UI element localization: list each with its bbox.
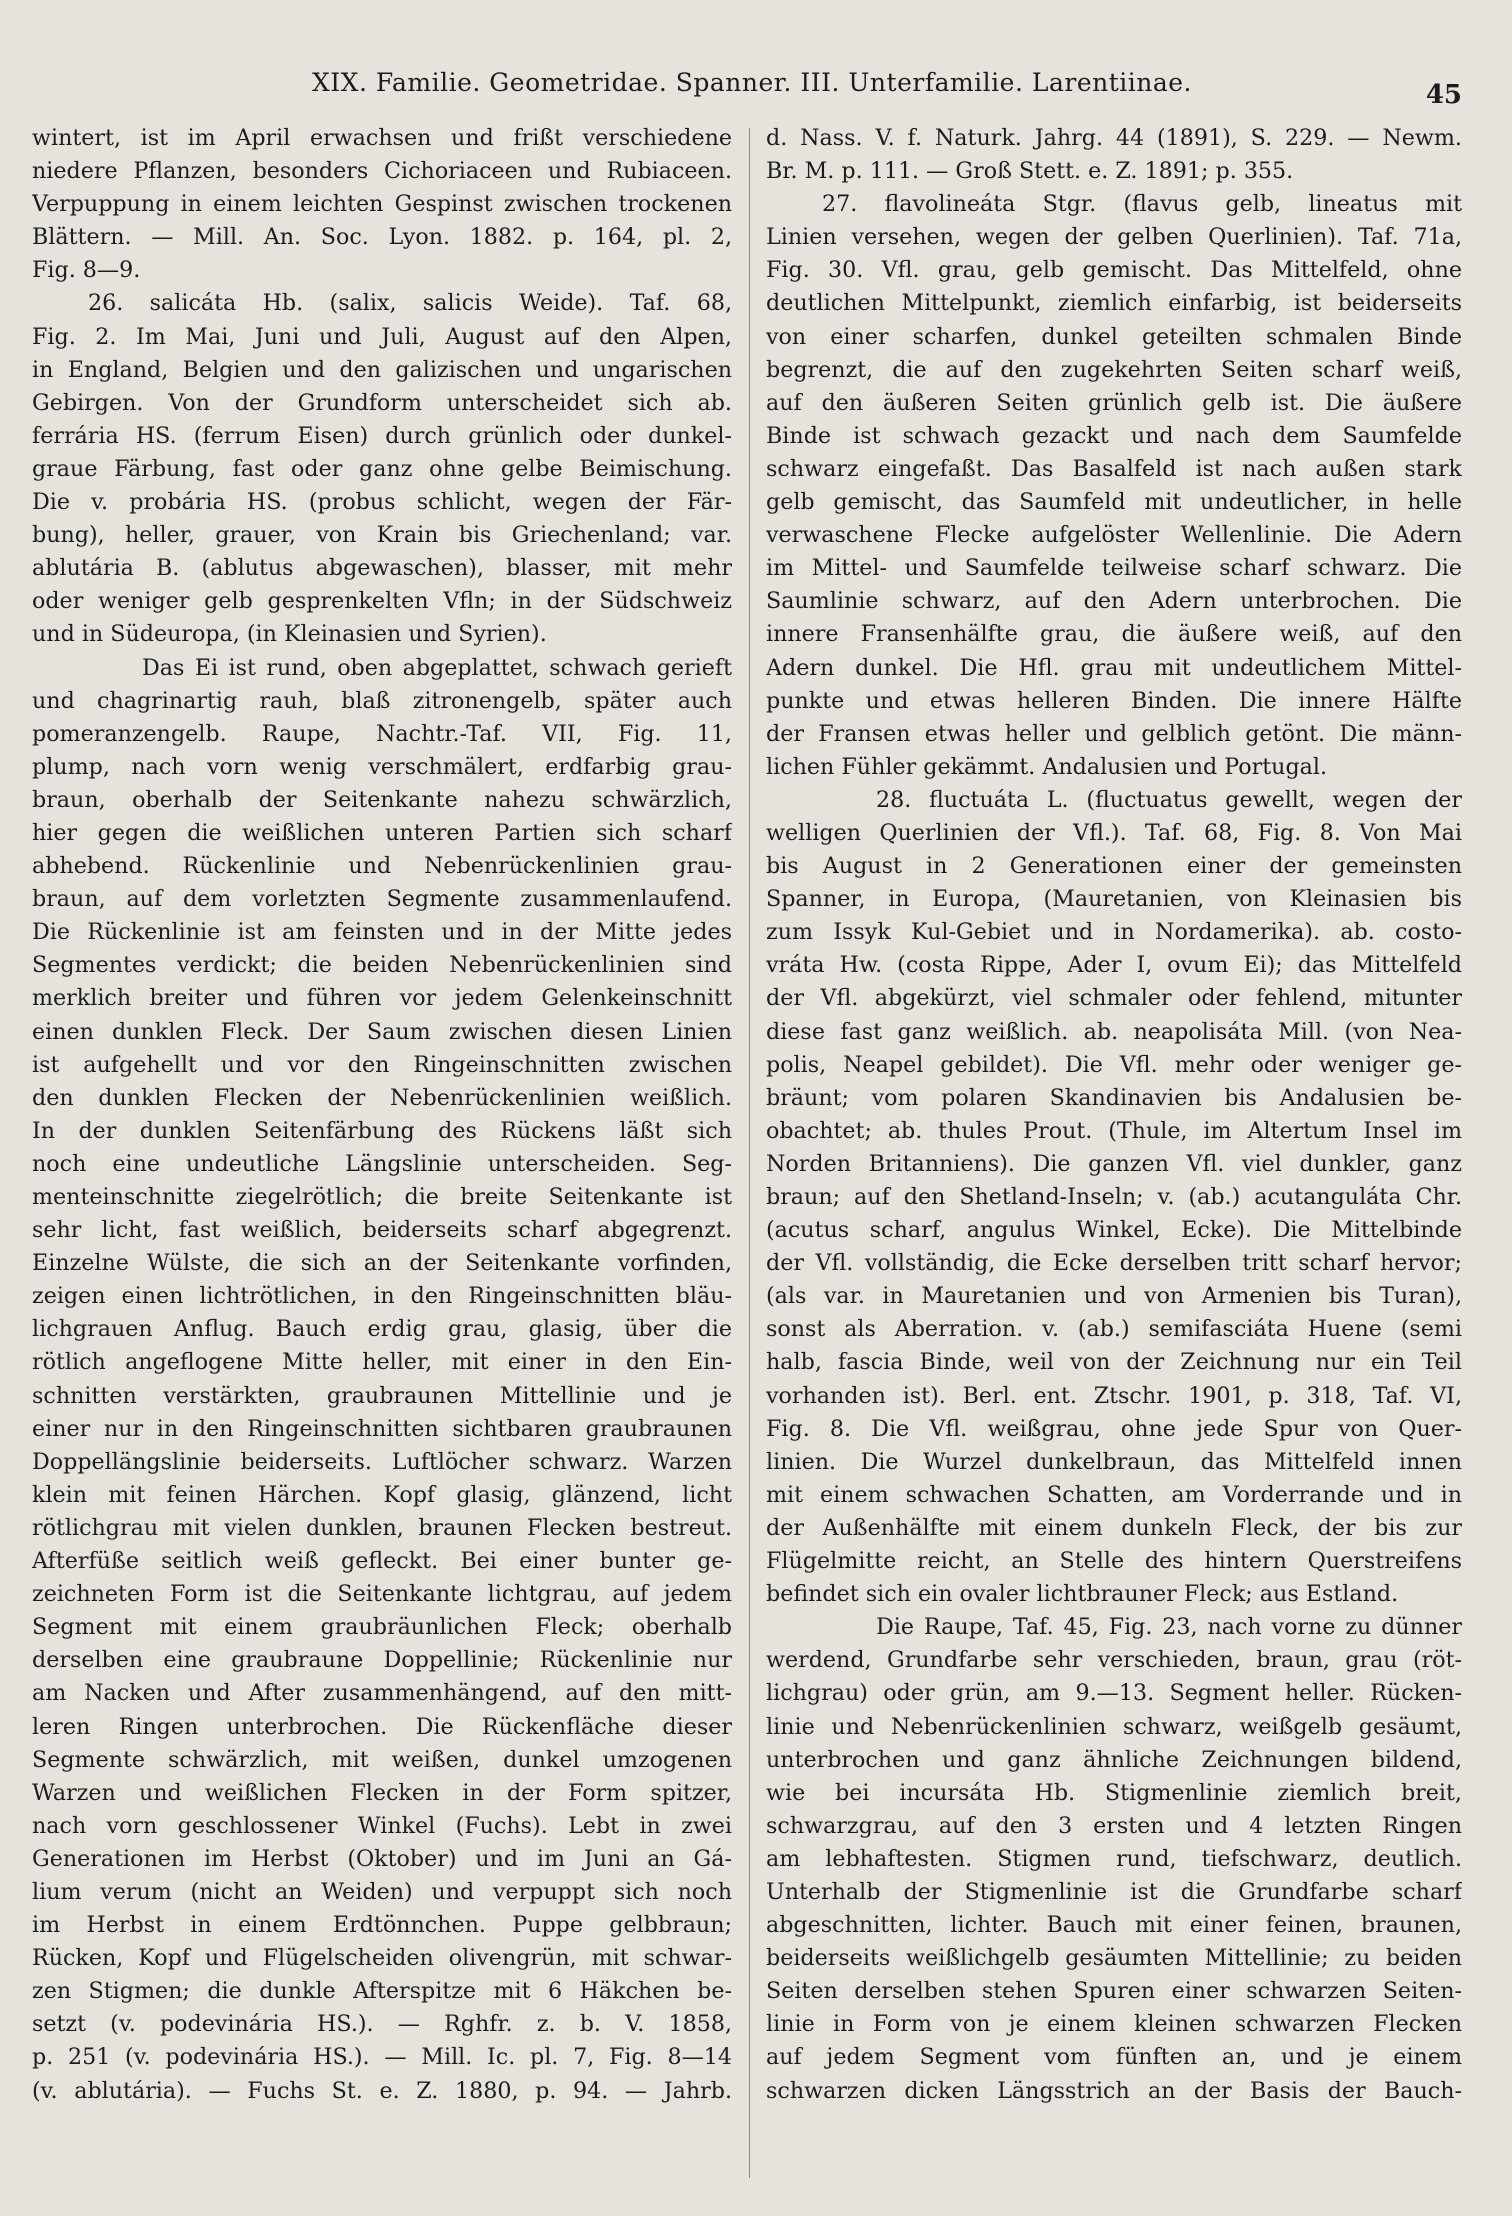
text-line: Fig. 8. Die Vfl. weißgrau, ohne jede Spur von Quer- <box>766 1415 1462 1442</box>
text-line: derselben eine graubraune Doppellinie; Rückenlinie nur <box>32 1647 732 1674</box>
text-line: rötlichgrau mit vielen dunklen, braunen Flecken bestreut. <box>32 1514 732 1541</box>
text-line: sehr licht, fast weißlich, beiderseits scharf abgegrenzt. <box>32 1217 732 1244</box>
text-line: nach vorn geschlossener Winkel (Fuchs). Lebt in zwei <box>32 1812 732 1839</box>
text-line: punkte und etwas helleren Binden. Die innere Hälfte <box>766 687 1462 714</box>
text-line: Segment mit einem graubräunlichen Fleck; oberhalb <box>32 1614 732 1641</box>
text-line: hier gegen die weißlichen unteren Partien sich scharf <box>32 819 732 846</box>
text-line: In der dunklen Seitenfärbung des Rückens läßt sich <box>32 1117 732 1144</box>
text-line: Segmentes verdickt; die beiden Nebenrückenlinien sind <box>32 952 732 979</box>
text-line: 28. fluctuáta L. (fluctuatus gewellt, wegen der <box>876 786 1462 813</box>
text-line: innere Fransenhälfte grau, die äußere weiß, auf den <box>766 621 1462 648</box>
text-line: Verpuppung in einem leichten Gespinst zwischen trockenen <box>32 191 732 218</box>
text-line: der Vfl. vollständig, die Ecke derselben tritt scharf hervor; <box>766 1250 1462 1277</box>
page-header <box>0 68 1512 118</box>
text-line: schwarz eingefaßt. Das Basalfeld ist nach außen stark <box>766 455 1462 482</box>
text-line: Fig. 8—9. <box>32 257 141 284</box>
text-line: d. Nass. V. f. Naturk. Jahrg. 44 (1891), S. 229. — Newm. <box>766 125 1462 151</box>
text-line: vráta Hw. (costa Rippe, Ader I, ovum Ei); das Mittelfeld <box>766 952 1462 979</box>
text-line: abgeschnitten, lichter. Bauch mit einer feinen, braunen, <box>766 1912 1462 1939</box>
text-line: Doppellängslinie beiderseits. Luftlöcher schwarz. Warzen <box>32 1448 732 1475</box>
text-line: befindet sich ein ovaler lichtbrauner Fleck; aus Estland. <box>766 1581 1399 1608</box>
text-line: Binde ist schwach gezackt und nach dem Saumfelde <box>766 422 1462 449</box>
text-line: Fig. 30. Vfl. grau, gelb gemischt. Das Mittelfeld, ohne <box>766 257 1462 284</box>
text-line: linie in Form von je einem kleinen schwarzen Flecken <box>766 2011 1462 2038</box>
text-line: unterbrochen und ganz ähnliche Zeichnungen bildend, <box>766 1746 1462 1773</box>
text-line: von einer scharfen, dunkel geteilten schmalen Binde <box>766 323 1462 350</box>
text-line: lium verum (nicht an Weiden) und verpuppt sich noch <box>32 1878 732 1905</box>
text-line: Fig. 2. Im Mai, Juni und Juli, August auf den Alpen, <box>32 323 732 350</box>
text-line: Adern dunkel. Die Hfl. grau mit undeutlichem Mittel- <box>766 654 1462 681</box>
left-text-column <box>32 122 732 2108</box>
text-line: plump, nach vorn wenig verschmälert, erdfarbig grau- <box>32 753 732 780</box>
text-line: wie bei incursáta Hb. Stigmenlinie ziemlich breit, <box>766 1779 1462 1806</box>
text-line: wintert, ist im April erwachsen und frißt verschiedene <box>32 125 732 151</box>
text-line: Die Rückenlinie ist am feinsten und in der Mitte jedes <box>32 919 732 946</box>
text-line: Afterfüße seitlich weiß gefleckt. Bei einer bunter ge- <box>32 1548 732 1575</box>
text-line: der Vfl. abgekürzt, viel schmaler oder fehlend, mitunter <box>766 985 1462 1012</box>
text-line: noch eine undeutliche Längslinie unterscheiden. Seg- <box>32 1150 732 1177</box>
text-line: ist aufgehellt und vor den Ringeinschnitten zwischen <box>32 1051 732 1078</box>
text-line: braun, auf dem vorletzten Segmente zusammenlaufend. <box>32 886 732 913</box>
text-line: schwarzgrau, auf den 3 ersten und 4 letzten Ringen <box>766 1812 1462 1839</box>
text-line: der Außenhälfte mit einem dunkeln Fleck, der bis zur <box>766 1514 1462 1541</box>
text-line: (als var. in Mauretanien und von Armenien bis Turan), <box>766 1283 1462 1310</box>
text-line: zen Stigmen; die dunkle Afterspitze mit 6 Häkchen be- <box>32 1978 732 2005</box>
text-line: Flügelmitte reicht, an Stelle des hintern Querstreifens <box>766 1548 1462 1575</box>
text-line: polis, Neapel gebildet). Die Vfl. mehr oder weniger ge- <box>766 1051 1462 1078</box>
text-line: graue Färbung, fast oder ganz ohne gelbe Beimischung. <box>32 455 732 482</box>
text-line: zeigen einen lichtrötlichen, in den Ringeinschnitten bläu- <box>32 1283 732 1310</box>
text-line: (acutus scharf, angulus Winkel, Ecke). Die Mittelbinde <box>766 1217 1462 1244</box>
text-line: Einzelne Wülste, die sich an der Seitenkante vorfinden, <box>32 1250 732 1277</box>
text-line: bis August in 2 Generationen einer der gemeinsten <box>766 853 1462 880</box>
text-line: Norden Britanniens). Die ganzen Vfl. viel dunkler, ganz <box>766 1150 1462 1177</box>
text-line: bräunt; vom polaren Skandinavien bis Andalusien be- <box>766 1084 1462 1111</box>
text-line: auf jedem Segment vom fünften an, und je einem <box>766 2044 1462 2071</box>
text-line: bung), heller, grauer, von Krain bis Griechenland; var. <box>32 522 732 549</box>
column-divider <box>749 128 750 2178</box>
text-line: und in Südeuropa, (in Kleinasien und Syrien). <box>32 621 547 648</box>
text-line: begrenzt, die auf den zugekehrten Seiten scharf weiß, <box>766 356 1462 383</box>
text-line: linien. Die Wurzel dunkelbraun, das Mittelfeld innen <box>766 1448 1462 1475</box>
text-line: Blättern. — Mill. An. Soc. Lyon. 1882. p. 164, pl. 2, <box>32 224 732 251</box>
text-line: leren Ringen unterbrochen. Die Rückenfläche dieser <box>32 1713 732 1740</box>
text-line: Seiten derselben stehen Spuren einer schwarzen Seiten- <box>766 1978 1462 2005</box>
text-line: diese fast ganz weißlich. ab. neapolisáta Mill. (von Nea- <box>766 1018 1462 1045</box>
text-line: einen dunklen Fleck. Der Saum zwischen diesen Linien <box>32 1018 732 1045</box>
page-number: 45 <box>1425 80 1462 110</box>
text-line: Saumlinie schwarz, auf den Adern unterbrochen. Die <box>766 588 1462 615</box>
text-line: merklich breiter und führen vor jedem Gelenkeinschnitt <box>32 985 732 1012</box>
text-line: im Mittel- und Saumfelde teilweise scharf schwarz. Die <box>766 555 1462 582</box>
text-line: (v. ablutária). — Fuchs St. e. Z. 1880, p. 94. — Jahrb. <box>32 2077 732 2104</box>
text-line: oder weniger gelb gesprenkelten Vfln; in der Südschweiz <box>32 588 732 615</box>
text-line: niedere Pflanzen, besonders Cichoriaceen und Rubiaceen. <box>32 158 732 185</box>
text-line: pomeranzengelb. Raupe, Nachtr.-Taf. VII, Fig. 11, <box>32 720 732 747</box>
text-line: verwaschene Flecke aufgelöster Wellenlinie. Die Adern <box>766 522 1462 549</box>
text-line: sonst als Aberration. v. (ab.) semifasciáta Huene (semi <box>766 1316 1462 1343</box>
text-line: zeichneten Form ist die Seitenkante lichtgrau, auf jedem <box>32 1581 732 1608</box>
text-line: einer nur in den Ringeinschnitten sichtbaren graubraunen <box>32 1415 732 1442</box>
text-line: Rücken, Kopf und Flügelscheiden olivengrün, mit schwar- <box>32 1945 732 1972</box>
text-line: Die Raupe, Taf. 45, Fig. 23, nach vorne zu dünner <box>876 1614 1462 1641</box>
right-text-column <box>766 122 1462 2108</box>
text-line: linie und Nebenrückenlinien schwarz, weißgelb gesäumt, <box>766 1713 1462 1740</box>
text-line: den dunklen Flecken der Nebenrückenlinien weißlich. <box>32 1084 732 1111</box>
text-line: Gebirgen. Von der Grundform unterscheidet sich ab. <box>32 389 732 416</box>
text-line: welligen Querlinien der Vfl.). Taf. 68, Fig. 8. Von Mai <box>766 819 1462 846</box>
text-line: menteinschnitte ziegelrötlich; die breite Seitenkante ist <box>32 1184 732 1210</box>
text-line: schnitten verstärkten, graubraunen Mittellinie und je <box>32 1382 732 1409</box>
text-line: der Fransen etwas heller und gelblich getönt. Die männ- <box>766 720 1462 747</box>
text-line: ablutária B. (ablutus abgewaschen), blasser, mit mehr <box>32 555 732 582</box>
text-line: zum Issyk Kul-Gebiet und in Nordamerika). ab. costo- <box>766 919 1462 946</box>
text-line: ferrária HS. (ferrum Eisen) durch grünlich oder dunkel- <box>32 422 732 449</box>
text-line: braun; auf den Shetland-Inseln; v. (ab.) acutanguláta Chr. <box>766 1184 1462 1210</box>
text-line: lichen Fühler gekämmt. Andalusien und Portugal. <box>766 753 1328 780</box>
text-line: und chagrinartig rauh, blaß zitronengelb, später auch <box>32 687 732 714</box>
text-line: am lebhaftesten. Stigmen rund, tiefschwarz, deutlich. <box>766 1845 1462 1872</box>
text-line: Warzen und weißlichen Flecken in der Form spitzer, <box>32 1779 732 1806</box>
text-line: Spanner, in Europa, (Mauretanien, von Kleinasien bis <box>766 886 1462 913</box>
text-line: 26. salicáta Hb. (salix, salicis Weide). Taf. 68, <box>88 290 732 317</box>
text-line: lichgrau) oder grün, am 9.—13. Segment heller. Rücken- <box>766 1680 1462 1707</box>
text-line: gelb gemischt, das Saumfeld mit undeutlicher, in helle <box>766 489 1462 516</box>
text-line: setzt (v. podevinária HS.). — Rghfr. z. b. V. 1858, <box>32 2011 732 2038</box>
text-line: 27. flavolineáta Stgr. (flavus gelb, lineatus mit <box>822 191 1462 218</box>
text-line: Das Ei ist rund, oben abgeplattet, schwach gerieft <box>142 654 732 681</box>
text-line: schwarzen dicken Längsstrich an der Basis der Bauch- <box>766 2077 1462 2104</box>
text-line: in England, Belgien und den galizischen und ungarischen <box>32 356 732 383</box>
text-line: am Nacken und After zusammenhängend, auf den mitt- <box>32 1680 732 1707</box>
text-line: vorhanden ist). Berl. ent. Ztschr. 1901, p. 318, Taf. VI, <box>766 1382 1462 1409</box>
text-line: obachtet; ab. thules Prout. (Thule, im Altertum Insel im <box>766 1117 1462 1144</box>
text-line: im Herbst in einem Erdtönnchen. Puppe gelbbraun; <box>32 1912 732 1939</box>
text-line: beiderseits weißlichgelb gesäumten Mittellinie; zu beiden <box>766 1945 1462 1972</box>
text-line: Die v. probária HS. (probus schlicht, wegen der Fär- <box>32 489 732 516</box>
text-line: halb, fascia Binde, weil von der Zeichnung nur ein Teil <box>766 1349 1462 1376</box>
text-line: Linien versehen, wegen der gelben Querlinien). Taf. 71a, <box>766 224 1462 251</box>
text-line: klein mit feinen Härchen. Kopf glasig, glänzend, licht <box>32 1481 732 1508</box>
text-line: braun, oberhalb der Seitenkante nahezu schwärzlich, <box>32 786 732 813</box>
text-line: Generationen im Herbst (Oktober) und im Juni an Gá- <box>32 1845 732 1872</box>
text-line: Br. M. p. 111. — Groß Stett. e. Z. 1891; p. 355. <box>766 158 1294 185</box>
text-line: mit einem schwachen Schatten, am Vorderrande und in <box>766 1481 1462 1508</box>
text-line: Unterhalb der Stigmenlinie ist die Grundfarbe scharf <box>766 1878 1462 1905</box>
text-line: lichgrauen Anflug. Bauch erdig grau, glasig, über die <box>32 1316 732 1343</box>
running-title: XIX. Familie. Geometridae. Spanner. III. Unterfamilie. Larentiinae. <box>312 68 1192 97</box>
text-line: auf den äußeren Seiten grünlich gelb ist. Die äußere <box>766 389 1462 416</box>
text-line: abhebend. Rückenlinie und Nebenrückenlinien grau- <box>32 853 732 880</box>
text-line: werdend, Grundfarbe sehr verschieden, braun, grau (röt- <box>766 1647 1462 1674</box>
text-line: deutlichen Mittelpunkt, ziemlich einfarbig, ist beiderseits <box>766 290 1462 317</box>
text-line: rötlich angeflogene Mitte heller, mit einer in den Ein- <box>32 1349 732 1376</box>
text-line: p. 251 (v. podevinária HS.). — Mill. Ic. pl. 7, Fig. 8—14 <box>32 2044 732 2071</box>
text-line: Segmente schwärzlich, mit weißen, dunkel umzogenen <box>32 1746 732 1773</box>
